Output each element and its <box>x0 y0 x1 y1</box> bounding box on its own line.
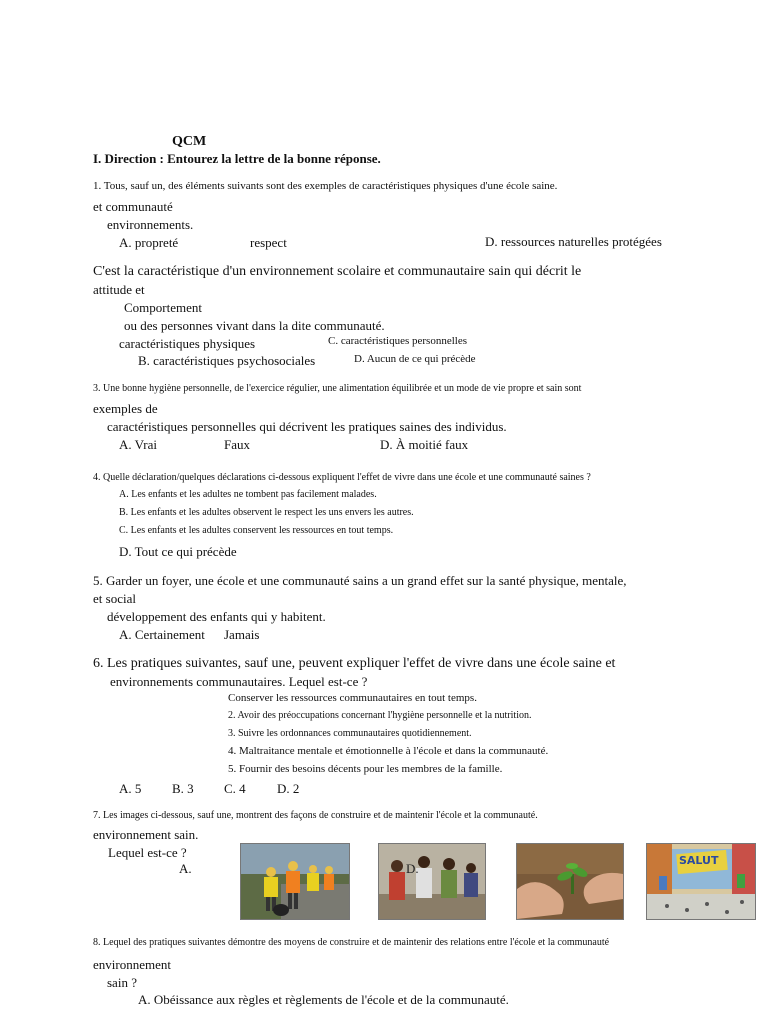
q2-option-c[interactable]: C. caractéristiques personnelles <box>328 335 467 347</box>
q6-item-2: 2. Avoir des préoccupations concernant l'hygiène personnelle et la nutrition. <box>228 710 532 721</box>
q4-option-c[interactable]: C. Les enfants et les adultes conservent les ressources en tout temps. <box>119 525 394 536</box>
q2-option-b[interactable]: B. caractéristiques psychosociales <box>138 353 316 368</box>
q4-option-d[interactable]: D. Tout ce qui précède <box>119 544 237 559</box>
q7-image-cartoon-street[interactable] <box>646 843 756 920</box>
q1-stem: 1. Tous, sauf un, des éléments suivants sont des exemples de caractéristiques physiques d'une école saine. <box>93 180 558 192</box>
q3-stem: 3. Une bonne hygiène personnelle, de l'exercice régulier, une alimentation équilibrée et un mode de vie propre et sain sont <box>93 383 582 394</box>
q1-option-b[interactable]: respect <box>250 235 287 250</box>
q1-option-d[interactable]: D. ressources naturelles protégées <box>485 234 662 249</box>
q5-stem-2: et social <box>93 591 136 606</box>
q7-stem-3: Lequel est-ce ? <box>108 845 187 860</box>
q2-stem: C'est la caractéristique d'un environnement scolaire et communautaire sain qui décrit le <box>93 264 582 279</box>
q3-option-d[interactable]: D. À moitié faux <box>380 437 469 452</box>
q6-stem-2: environnements communautaires. Lequel est-ce ? <box>110 674 368 689</box>
q7-image-cartoon-text: SALUT <box>679 854 719 867</box>
q2-stem-3: Comportement <box>124 300 202 315</box>
q7-image-workers-cleaning[interactable] <box>240 843 350 920</box>
q8-stem: 8. Lequel des pratiques suivantes démontre des moyens de construire et de maintenir des relations entre l'école et la communauté <box>93 937 610 948</box>
q6-option-c[interactable]: C. 4 <box>224 781 246 796</box>
q7-image-fighting[interactable] <box>378 843 486 920</box>
q8-stem-2: environnement <box>93 957 171 972</box>
q3-option-b[interactable]: Faux <box>224 437 250 452</box>
q2-option-a[interactable]: caractéristiques physiques <box>119 336 256 351</box>
page-title: QCM <box>172 134 207 149</box>
q5-stem: 5. Garder un foyer, une école et une communauté sains a un grand effet sur la santé physique, mentale, <box>93 573 627 588</box>
q7-option-a[interactable]: A. <box>179 861 192 876</box>
q5-option-b[interactable]: Jamais <box>224 627 260 642</box>
q6-option-b[interactable]: B. 3 <box>172 781 194 796</box>
q6-option-d[interactable]: D. 2 <box>277 781 300 796</box>
q7-stem: 7. Les images ci-dessous, sauf une, montrent des façons de construire et de maintenir l'école et la communauté. <box>93 810 538 821</box>
q3-option-a[interactable]: A. Vrai <box>119 437 157 452</box>
q4-stem: 4. Quelle déclaration/quelques déclarations ci-dessous expliquent l'effet de vivre dans une école et une communauté saines ? <box>93 472 591 483</box>
q1-stem-2: et communauté <box>93 199 173 214</box>
q6-item-3: 3. Suivre les ordonnances communautaires quotidiennement. <box>228 728 472 739</box>
q2-stem-2: attitude et <box>93 282 145 297</box>
q5-option-a[interactable]: A. Certainement <box>119 627 205 642</box>
q6-stem: 6. Les pratiques suivantes, sauf une, peuvent expliquer l'effet de vivre dans une école saine et <box>93 656 616 671</box>
q6-item-1: Conserver les ressources communautaires en tout temps. <box>228 692 477 704</box>
q4-option-b[interactable]: B. Les enfants et les adultes observent le respect les uns envers les autres. <box>119 507 414 518</box>
q4-option-a[interactable]: A. Les enfants et les adultes ne tombent pas facilement malades. <box>119 489 377 500</box>
q8-stem-3: sain ? <box>107 975 137 990</box>
q1-option-a[interactable]: A. propreté <box>119 235 179 250</box>
q2-stem-4: ou des personnes vivant dans la dite communauté. <box>124 318 385 333</box>
q7-option-d[interactable]: D. <box>406 861 419 876</box>
q2-option-d[interactable]: D. Aucun de ce qui précède <box>354 353 476 365</box>
q1-stem-3: environnements. <box>107 217 194 232</box>
q6-item-4: 4. Maltraitance mentale et émotionnelle à l'école et dans la communauté. <box>228 745 549 757</box>
q5-stem-3: développement des enfants qui y habitent. <box>107 609 326 624</box>
q7-image-planting[interactable] <box>516 843 624 920</box>
q8-option-a[interactable]: A. Obéissance aux règles et règlements de l'école et de la communauté. <box>138 992 509 1007</box>
directions: I. Direction : Entourez la lettre de la bonne réponse. <box>93 151 381 166</box>
q3-stem-3: caractéristiques personnelles qui décrivent les pratiques saines des individus. <box>107 419 507 434</box>
q3-stem-2: exemples de <box>93 401 158 416</box>
q6-item-5: 5. Fournir des besoins décents pour les membres de la famille. <box>228 763 503 775</box>
q7-stem-2: environnement sain. <box>93 827 199 842</box>
q6-option-a[interactable]: A. 5 <box>119 781 142 796</box>
